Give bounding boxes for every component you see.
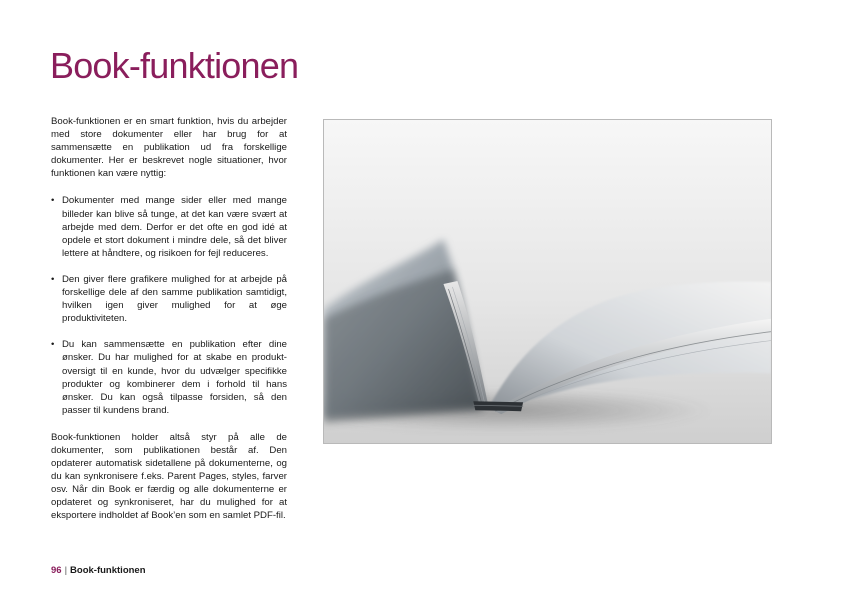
body-text-column: [51, 115, 287, 523]
open-magazine-photo: [323, 119, 772, 444]
outro-paragraph: Book-funktionen holder altså styr på alle de dokumenter, som publikationen består af. Den opdaterer automatisk sidetallene på dokumenterne, og du kan synkronisere f.eks. Parent Pages, styles, farver osv. Når din Book er færdig og alle dokumenterne er opdateret og synkroniseret, har du mulighed for at eksportere indholdet af Book’en som en samlet PDF-fil.: [51, 431, 287, 522]
magazine-illustration: [324, 120, 771, 443]
footer-separator: |: [64, 565, 68, 576]
page-title: Book-funktionen: [50, 45, 299, 86]
bullet-item: • Dokumenter med mange sider eller med mange billeder kan blive så tunge, at det kan være svært at arbejde med dem. Derfor er det ofte en god idé at opdele et stort dokument i mindre dele, så det bliver lettere at håndtere, og risikoen for fejl reduceres.: [51, 194, 287, 259]
footer-section-title: Book-funktionen: [70, 565, 146, 576]
page-number: 96: [51, 565, 62, 576]
bullet-item: • Du kan sammensætte en publikation efter dine ønsker. Du har mulighed for at skabe en produkt-oversigt til en kunde, hvor du udvælger specifikke produkter og kombinerer dem i forhold til hans ønsker. Du kan også tilpasse forsiden, så den passer til kundens brand.: [51, 338, 287, 417]
bullet-list: [51, 194, 287, 416]
intro-paragraph: Book-funktionen er en smart funktion, hvis du arbejder med store dokumenter eller har brug for at sammensætte en publikation ud fra forskellige dokumenter. Her er beskrevet nogle situationer, hvor funktionen kan være nyttig:: [51, 116, 287, 180]
bullet-item: • Den giver flere grafikere mulighed for at arbejde på forskellige dele af den samme publikation samtidigt, hvilken igen giver mulighed for at øge produktiviteten.: [51, 273, 287, 325]
page-footer: [51, 565, 146, 576]
